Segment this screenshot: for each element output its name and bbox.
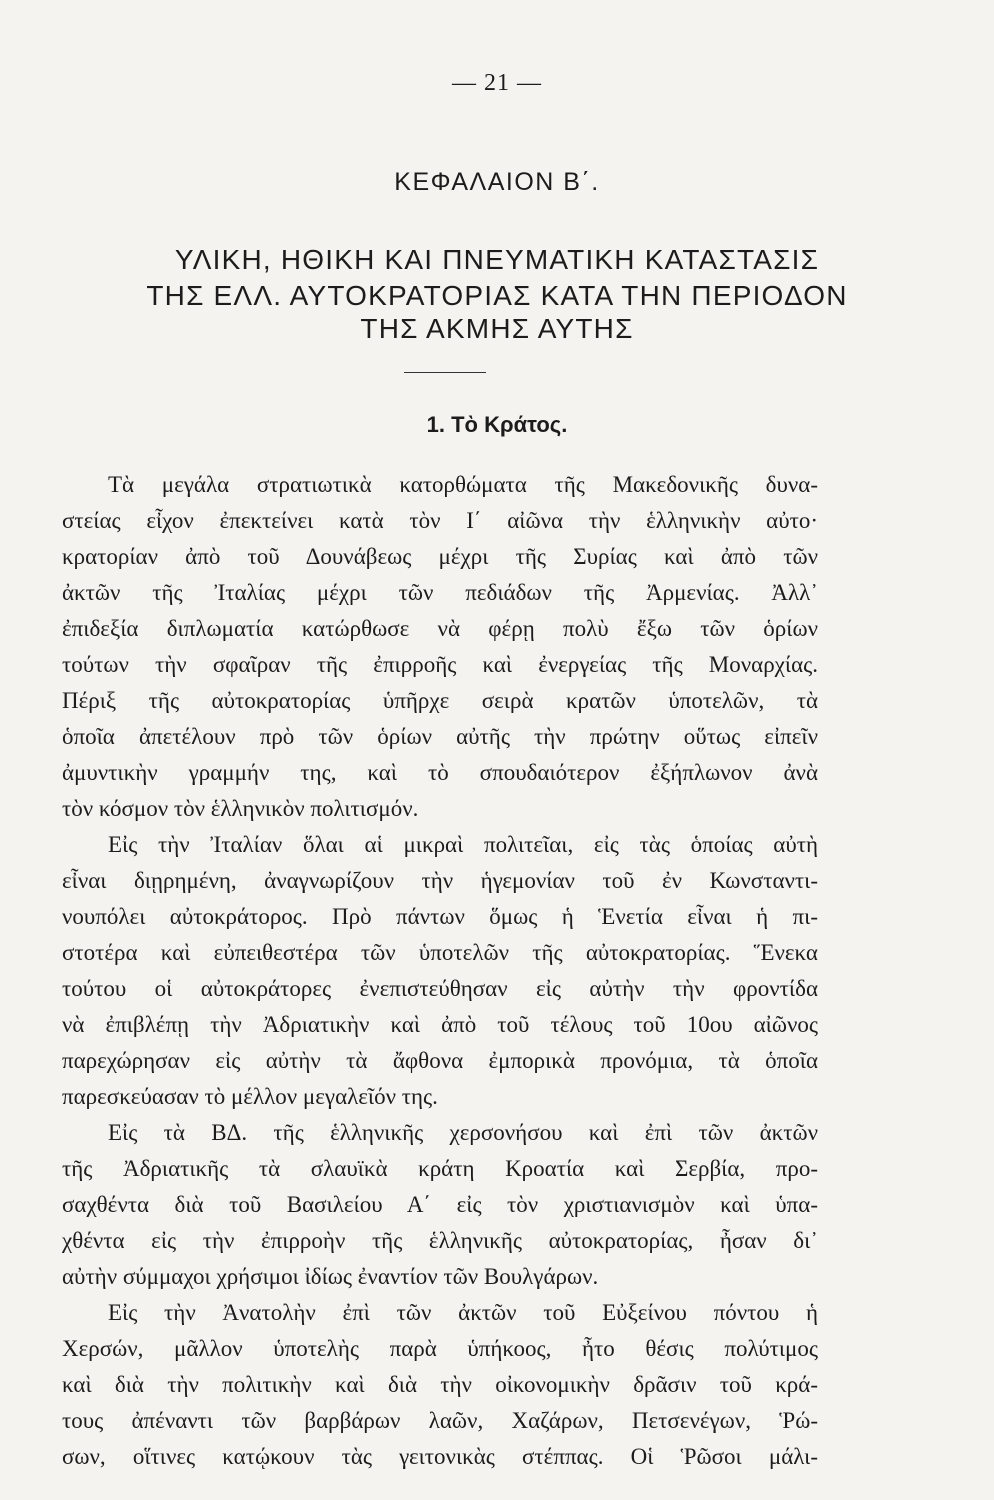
body-line: τῆς Ἀδριατικῆς τὰ σλαυϊκὰ κράτη Κροατία καὶ Σερβία, προ- <box>62 1156 818 1181</box>
chapter-label: ΚΕΦΑΛΑΙΟΝ Β΄. <box>394 168 600 196</box>
body-line: τους ἀπέναντι τῶν βαρβάρων λαῶν, Χαζάρων, Πετσενέγων, Ῥώ- <box>62 1408 818 1433</box>
page-number: — 21 — <box>452 70 542 96</box>
body-line: Πέριξ τῆς αὐτοκρατορίας ὑπῆρχε σειρὰ κρατῶν ὑποτελῶν, τὰ <box>62 688 818 713</box>
body-line: παρεχώρησαν εἰς αὐτὴν τὰ ἄφθονα ἐμπορικὰ προνόμια, τὰ ὁποῖα <box>62 1048 818 1073</box>
body-line: χθέντα εἰς τὴν ἐπιρροὴν τῆς ἑλληνικῆς αὐτοκρατορίας, ἦσαν δι᾽ <box>62 1228 818 1253</box>
chapter-title-line-1: ΥΛΙΚΗ, ΗΘΙΚΗ ΚΑΙ ΠΝΕΥΜΑΤΙΚΗ ΚΑΤΑΣΤΑΣΙΣ <box>174 244 820 275</box>
title-divider <box>404 372 486 373</box>
body-line: εἶναι διῃρημένη, ἀναγνωρίζουν τὴν ἡγεμονίαν τοῦ ἐν Κωνσταντι- <box>62 868 818 893</box>
body-line: ἀμυντικὴν γραμμήν της, καὶ τὸ σπουδαιότερον ἐξήπλωνον ἀνὰ <box>62 760 818 785</box>
chapter-title-line-3: ΤΗΣ ΑΚΜΗΣ ΑΥΤΗΣ <box>360 313 634 344</box>
body-line: τούτων τὴν σφαῖραν τῆς ἐπιρροῆς καὶ ἐνεργείας τῆς Μοναρχίας. <box>62 652 818 677</box>
body-line: τὸν κόσμον τὸν ἑλληνικὸν πολιτισμόν. <box>62 796 419 821</box>
body-line: ἐπιδεξία διπλωματία κατώρθωσε νὰ φέρῃ πολὺ ἔξω τῶν ὁρίων <box>62 616 818 641</box>
body-line: στοτέρα καὶ εὐπειθεστέρα τῶν ὑποτελῶν τῆς αὐτοκρατορίας. Ἕνεκα <box>62 940 818 965</box>
body-line: ὁποῖα ἀπετέλουν πρὸ τῶν ὁρίων αὐτῆς τὴν πρώτην οὕτως εἰπεῖν <box>62 724 818 749</box>
body-line: Εἰς τὴν Ἀνατολὴν ἐπὶ τῶν ἀκτῶν τοῦ Εὐξείνου πόντου ἡ <box>108 1300 818 1325</box>
body-line: σαχθέντα διὰ τοῦ Βασιλείου Α΄ εἰς τὸν χριστιανισμὸν καὶ ὑπα- <box>62 1192 818 1217</box>
body-line: σων, οἵτινες κατῴκουν τὰς γειτονικὰς στέππας. Οἱ Ῥῶσοι μάλι- <box>62 1444 818 1469</box>
chapter-title-line-2: ΤΗΣ ΕΛΛ. ΑΥΤΟΚΡΑΤΟΡΙΑΣ ΚΑΤΑ ΤΗΝ ΠΕΡΙΟΔΟΝ <box>146 280 848 311</box>
body-line: κρατορίαν ἀπὸ τοῦ Δουνάβεως μέχρι τῆς Συρίας καὶ ἀπὸ τῶν <box>62 544 818 569</box>
body-line: στείας εἶχον ἐπεκτείνει κατὰ τὸν Ι΄ αἰῶνα τὴν ἑλληνικὴν αὐτο· <box>62 508 818 533</box>
body-line: τούτου οἱ αὐτοκράτορες ἐνεπιστεύθησαν εἰς αὐτὴν τὴν φροντίδα <box>62 976 818 1001</box>
body-line: καὶ διὰ τὴν πολιτικὴν καὶ διὰ τὴν οἰκονομικὴν δρᾶσιν τοῦ κρά- <box>62 1372 818 1397</box>
body-line: Εἰς τὰ ΒΔ. τῆς ἑλληνικῆς χερσονήσου καὶ ἐπὶ τῶν ἀκτῶν <box>108 1120 818 1145</box>
body-line: Χερσών, μᾶλλον ὑποτελὴς παρὰ ὑπήκοος, ἦτο θέσις πολύτιμος <box>62 1336 818 1361</box>
body-line: Εἰς τὴν Ἰταλίαν ὅλαι αἱ μικραὶ πολιτεῖαι, εἰς τὰς ὁποίας αὐτὴ <box>108 832 818 857</box>
body-line: αὐτὴν σύμμαχοι χρήσιμοι ἰδίως ἐναντίον τῶν Βουλγάρων. <box>62 1264 599 1289</box>
body-line: νουπόλει αὐτοκράτορος. Πρὸ πάντων ὅμως ἡ Ἑνετία εἶναι ἡ πι- <box>62 904 818 929</box>
body-line: νὰ ἐπιβλέπῃ τὴν Ἀδριατικὴν καὶ ἀπὸ τοῦ τέλους τοῦ 10ου αἰῶνος <box>62 1012 818 1037</box>
body-line: παρεσκεύασαν τὸ μέλλον μεγαλεῖόν της. <box>62 1084 438 1109</box>
section-heading: 1. Τὸ Κράτος. <box>426 412 568 437</box>
body-line: Τὰ μεγάλα στρατιωτικὰ κατορθώματα τῆς Μακεδονικῆς δυνα- <box>108 472 818 497</box>
body-line: ἀκτῶν τῆς Ἰταλίας μέχρι τῶν πεδιάδων τῆς Ἀρμενίας. Ἀλλ᾽ <box>62 580 818 605</box>
